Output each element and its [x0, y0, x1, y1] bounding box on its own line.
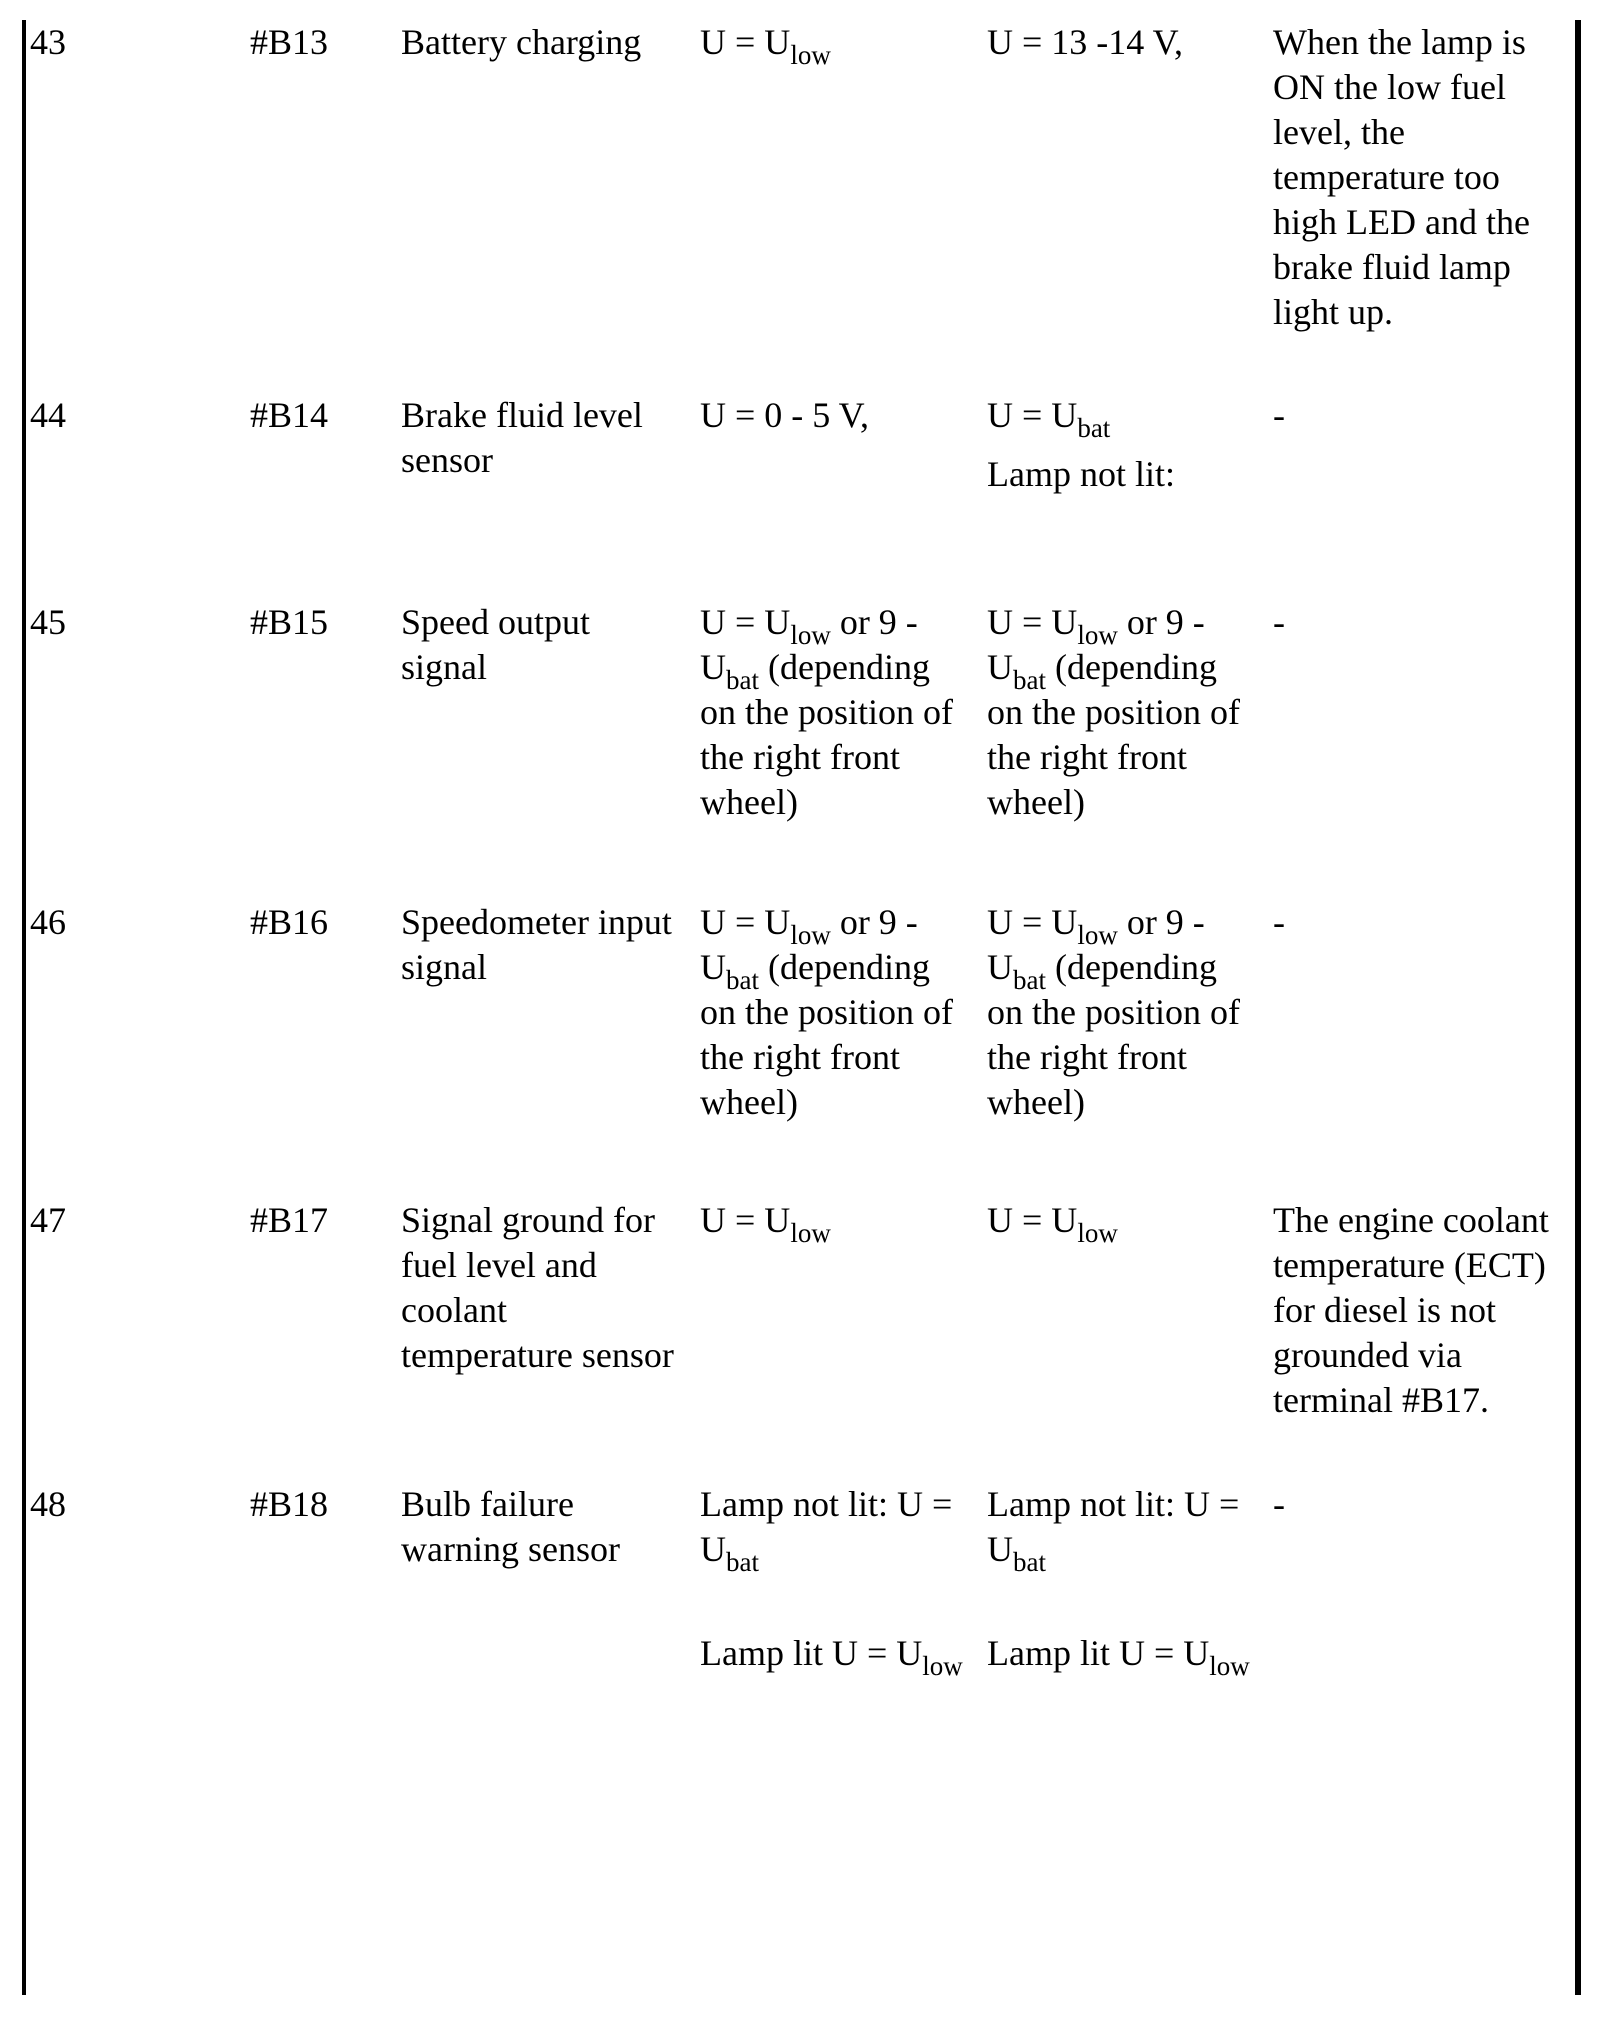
description: Bulb failure warning sensor — [401, 1484, 620, 1569]
description: Battery charging — [401, 22, 642, 62]
left-border-line — [22, 20, 26, 1995]
voltage-condition-b: $U = U_{low}$ or 9 - $U_{bat}$ (depending on the position of the right front wheel) — [987, 902, 1240, 1122]
voltage-condition-a: $U = U_{low}$ — [700, 1200, 831, 1248]
voltage-condition-b: $U = U_{low}$ or 9 - $U_{bat}$ (depending on the position of the right front wheel) — [987, 602, 1240, 822]
voltage-condition-a: Lamp not lit: U = $U_{bat}$ Lamp lit $U = U_{low}$ — [700, 1484, 963, 1681]
terminal-id: #B13 — [250, 22, 329, 62]
description: Speed output signal — [401, 602, 590, 687]
voltage-condition-a: $U = U_{low}$ or 9 - $U_{bat}$ (depending on the position of the right front wheel) — [700, 902, 953, 1122]
terminal-id: #B15 — [250, 602, 329, 642]
row-number: 43 — [30, 22, 66, 62]
row-number: 47 — [30, 1200, 66, 1240]
voltage-condition-b: $U = U_{low}$ — [987, 1200, 1118, 1248]
voltage-condition-b: $U = U_{bat}$ Lamp not lit: — [987, 395, 1175, 494]
voltage-condition-a: U = 0 - 5 V, — [700, 395, 869, 435]
row-number: 45 — [30, 602, 66, 642]
description: Brake fluid level sensor — [401, 395, 643, 480]
terminal-id: #B17 — [250, 1200, 329, 1240]
voltage-condition-b: U = 13 -14 V, — [987, 22, 1183, 62]
row-number: 44 — [30, 395, 66, 435]
right-border-line — [1575, 20, 1581, 1995]
row-number: 46 — [30, 902, 66, 942]
description: Speedometer input signal — [401, 902, 672, 987]
note: - — [1273, 902, 1285, 942]
voltage-condition-a: $U = U_{low}$ or 9 - $U_{bat}$ (depending on the position of the right front wheel) — [700, 602, 953, 822]
note: - — [1273, 1484, 1285, 1524]
terminal-id: #B16 — [250, 902, 329, 942]
row-number: 48 — [30, 1484, 66, 1524]
description: Signal ground for fuel level and coolant temperature sensor — [401, 1200, 674, 1375]
note: - — [1273, 602, 1285, 642]
voltage-condition-b: Lamp not lit: U = $U_{bat}$ Lamp lit $U = U_{low}$ — [987, 1484, 1250, 1681]
voltage-condition-a: $U = U_{low}$ — [700, 22, 831, 70]
note: The engine coolant temperature (ECT) for diesel is not grounded via terminal #B17. — [1273, 1200, 1549, 1420]
note: - — [1273, 395, 1285, 435]
terminal-id: #B18 — [250, 1484, 329, 1524]
note: When the lamp is ON the low fuel level, the temperature too high LED and the brake fluid lamp light up. — [1273, 22, 1530, 332]
terminal-id: #B14 — [250, 395, 329, 435]
